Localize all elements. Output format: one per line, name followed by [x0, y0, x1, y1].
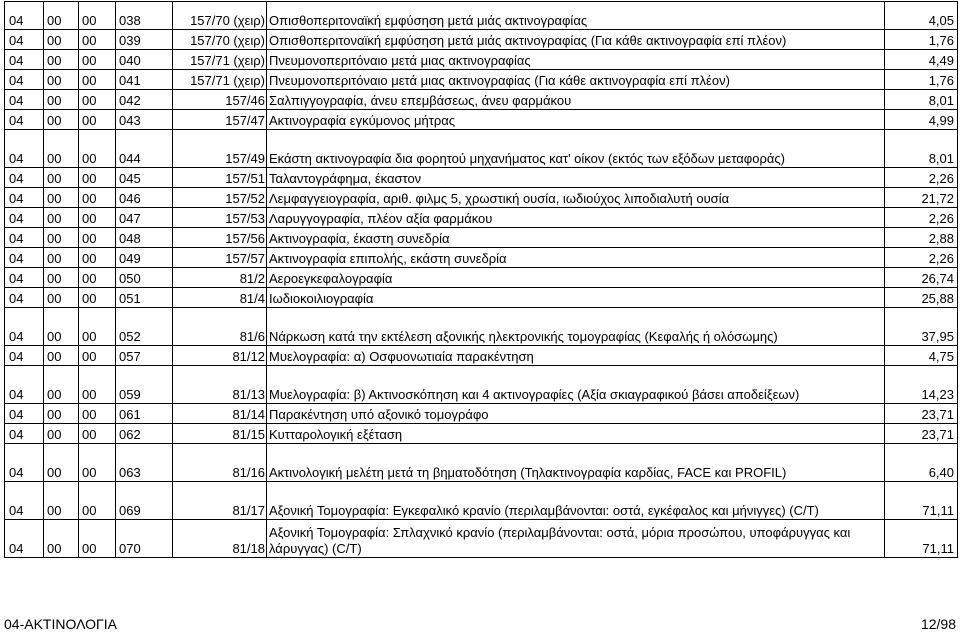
cell-col-4: 063 — [116, 444, 173, 482]
table-row — [5, 248, 958, 268]
table-row — [5, 110, 958, 130]
footer-section: 04-ΑΚΤΙΝΟΛΟΓΙΑ — [4, 616, 117, 632]
cell-col-3: 00 — [79, 168, 116, 188]
cell-col-4: 069 — [116, 482, 173, 520]
cell-description: Παρακέντηση υπό αξονικό τομογράφο — [267, 404, 885, 424]
cell-col-2: 00 — [44, 50, 79, 70]
cell-col-3: 00 — [79, 366, 116, 404]
table-row — [5, 268, 958, 288]
cell-col-1: 04 — [5, 248, 44, 268]
table-row — [5, 50, 958, 70]
cell-description: Ακτινογραφία, έκαστη συνεδρία — [267, 228, 885, 248]
cell-col-4: 061 — [116, 404, 173, 424]
cell-col-3: 00 — [79, 308, 116, 346]
cell-col-1: 04 — [5, 346, 44, 366]
cell-col-3: 00 — [79, 268, 116, 288]
cell-price: 25,88 — [885, 288, 958, 308]
table-row — [5, 404, 958, 424]
cell-col-1: 04 — [5, 228, 44, 248]
cell-description: Αεροεγκεφαλογραφία — [267, 268, 885, 288]
cell-col-3: 00 — [79, 424, 116, 444]
cell-description: Οπισθοπεριτοναϊκή εμφύσηση μετά μιάς ακτινογραφίας (Για κάθε ακτινογραφία επί πλέον) — [267, 30, 885, 50]
table-row — [5, 30, 958, 50]
cell-col-4: 048 — [116, 228, 173, 248]
cell-col-4: 043 — [116, 110, 173, 130]
cell-col-2: 00 — [44, 308, 79, 346]
cell-description: Λαρυγγογραφία, πλέον αξία φαρμάκου — [267, 208, 885, 228]
cell-price: 37,95 — [885, 308, 958, 346]
cell-col-3: 00 — [79, 404, 116, 424]
cell-description: Οπισθοπεριτοναϊκή εμφύσηση μετά μιάς ακτινογραφίας — [267, 2, 885, 30]
cell-col-3: 00 — [79, 346, 116, 366]
table-row — [5, 308, 958, 346]
cell-code: 81/17 — [173, 482, 267, 520]
table-row — [5, 444, 958, 482]
cell-col-2: 00 — [44, 228, 79, 248]
cell-code: 157/49 — [173, 130, 267, 168]
cell-col-2: 00 — [44, 110, 79, 130]
cell-col-1: 04 — [5, 30, 44, 50]
cell-col-2: 00 — [44, 520, 79, 558]
cell-col-3: 00 — [79, 30, 116, 50]
cell-price: 2,88 — [885, 228, 958, 248]
cell-code: 81/2 — [173, 268, 267, 288]
cell-col-3: 00 — [79, 2, 116, 30]
cell-col-2: 00 — [44, 208, 79, 228]
table-row — [5, 346, 958, 366]
cell-code: 157/56 — [173, 228, 267, 248]
cell-col-4: 047 — [116, 208, 173, 228]
cell-col-1: 04 — [5, 482, 44, 520]
cell-price: 8,01 — [885, 130, 958, 168]
cell-price: 14,23 — [885, 366, 958, 404]
cell-price: 1,76 — [885, 30, 958, 50]
cell-price: 4,05 — [885, 2, 958, 30]
cell-code: 81/4 — [173, 288, 267, 308]
cell-col-2: 00 — [44, 168, 79, 188]
cell-col-1: 04 — [5, 168, 44, 188]
cell-code: 81/14 — [173, 404, 267, 424]
cell-price: 26,74 — [885, 268, 958, 288]
cell-col-4: 045 — [116, 168, 173, 188]
cell-col-2: 00 — [44, 70, 79, 90]
table-row — [5, 90, 958, 110]
cell-description: Ιωδιοκοιλιογραφία — [267, 288, 885, 308]
cell-col-2: 00 — [44, 444, 79, 482]
cell-col-2: 00 — [44, 30, 79, 50]
cell-col-1: 04 — [5, 70, 44, 90]
cell-col-4: 039 — [116, 30, 173, 50]
cell-col-1: 04 — [5, 90, 44, 110]
cell-col-3: 00 — [79, 70, 116, 90]
cell-col-2: 00 — [44, 248, 79, 268]
cell-col-2: 00 — [44, 424, 79, 444]
page-footer — [4, 616, 956, 634]
cell-col-3: 00 — [79, 50, 116, 70]
cell-code: 157/47 — [173, 110, 267, 130]
cell-description: Μυελογραφία: α) Οσφυονωτιαία παρακέντηση — [267, 346, 885, 366]
table-row — [5, 188, 958, 208]
cell-col-4: 059 — [116, 366, 173, 404]
cell-col-3: 00 — [79, 482, 116, 520]
cell-col-4: 070 — [116, 520, 173, 558]
price-table — [4, 1, 958, 558]
table-row — [5, 520, 958, 558]
cell-col-4: 038 — [116, 2, 173, 30]
cell-col-4: 062 — [116, 424, 173, 444]
cell-code: 81/15 — [173, 424, 267, 444]
cell-col-1: 04 — [5, 288, 44, 308]
cell-col-3: 00 — [79, 130, 116, 168]
cell-col-1: 04 — [5, 188, 44, 208]
cell-price: 2,26 — [885, 168, 958, 188]
cell-description: Ακτινογραφία επιπολής, εκάστη συνεδρία — [267, 248, 885, 268]
cell-code: 157/53 — [173, 208, 267, 228]
cell-description: Νάρκωση κατά την εκτέλεση αξονικής ηλεκτρονικής τομογραφίας (Κεφαλής ή ολόσωμης) — [267, 308, 885, 346]
cell-code: 157/71 (χειρ) — [173, 50, 267, 70]
cell-description: Αξονική Τομογραφία: Σπλαχνικό κρανίο (περιλαμβάνονται: οστά, μόρια προσώπου, υποφάρυγγας και λάρυγγας) (C/T) — [267, 520, 885, 558]
cell-col-1: 04 — [5, 444, 44, 482]
cell-price: 1,76 — [885, 70, 958, 90]
cell-price: 4,99 — [885, 110, 958, 130]
cell-price: 23,71 — [885, 404, 958, 424]
cell-code: 157/70 (χειρ) — [173, 30, 267, 50]
cell-col-3: 00 — [79, 90, 116, 110]
cell-col-4: 057 — [116, 346, 173, 366]
cell-price: 71,11 — [885, 520, 958, 558]
cell-col-2: 00 — [44, 90, 79, 110]
cell-col-2: 00 — [44, 288, 79, 308]
cell-col-4: 040 — [116, 50, 173, 70]
cell-col-4: 049 — [116, 248, 173, 268]
table-row — [5, 168, 958, 188]
cell-price: 23,71 — [885, 424, 958, 444]
cell-code: 81/18 — [173, 520, 267, 558]
cell-code: 157/51 — [173, 168, 267, 188]
cell-code: 157/46 — [173, 90, 267, 110]
cell-col-4: 042 — [116, 90, 173, 110]
cell-col-4: 046 — [116, 188, 173, 208]
cell-col-3: 00 — [79, 228, 116, 248]
cell-description: Ακτινογραφία εγκύμονος μήτρας — [267, 110, 885, 130]
cell-col-2: 00 — [44, 366, 79, 404]
cell-col-1: 04 — [5, 366, 44, 404]
cell-price: 4,75 — [885, 346, 958, 366]
cell-description: Ακτινολογική μελέτη μετά τη βηματοδότηση (Τηλακτινογραφία καρδίας, FACE και PROFIL) — [267, 444, 885, 482]
cell-col-4: 044 — [116, 130, 173, 168]
cell-col-2: 00 — [44, 130, 79, 168]
cell-description: Πνευμονοπεριτόναιο μετά μιας ακτινογραφίας (Για κάθε ακτινογραφία επί πλέον) — [267, 70, 885, 90]
cell-description: Λεμφαγγειογραφία, αριθ. φιλμς 5, χρωστική ουσία, ιωδιούχος λιποδιαλυτή ουσία — [267, 188, 885, 208]
cell-price: 6,40 — [885, 444, 958, 482]
cell-code: 81/12 — [173, 346, 267, 366]
cell-col-3: 00 — [79, 520, 116, 558]
table-row — [5, 482, 958, 520]
cell-price: 21,72 — [885, 188, 958, 208]
cell-description: Εκάστη ακτινογραφία δια φορητού μηχανήματος κατ' οίκον (εκτός των εξόδων μεταφοράς) — [267, 130, 885, 168]
table-row — [5, 366, 958, 404]
cell-description: Σαλπιγγογραφία, άνευ επεμβάσεως, άνευ φαρμάκου — [267, 90, 885, 110]
cell-col-1: 04 — [5, 50, 44, 70]
cell-price: 4,49 — [885, 50, 958, 70]
table-row — [5, 228, 958, 248]
cell-col-2: 00 — [44, 346, 79, 366]
cell-price: 8,01 — [885, 90, 958, 110]
cell-code: 81/6 — [173, 308, 267, 346]
cell-col-2: 00 — [44, 188, 79, 208]
cell-col-1: 04 — [5, 110, 44, 130]
table-row — [5, 130, 958, 168]
cell-col-3: 00 — [79, 208, 116, 228]
cell-price: 71,11 — [885, 482, 958, 520]
cell-col-1: 04 — [5, 2, 44, 30]
cell-col-2: 00 — [44, 2, 79, 30]
cell-col-3: 00 — [79, 288, 116, 308]
table-row — [5, 424, 958, 444]
cell-col-1: 04 — [5, 208, 44, 228]
cell-col-4: 041 — [116, 70, 173, 90]
cell-col-4: 050 — [116, 268, 173, 288]
cell-col-1: 04 — [5, 520, 44, 558]
cell-code: 157/57 — [173, 248, 267, 268]
table-row — [5, 288, 958, 308]
cell-col-2: 00 — [44, 268, 79, 288]
table-row — [5, 208, 958, 228]
cell-col-2: 00 — [44, 404, 79, 424]
cell-col-1: 04 — [5, 424, 44, 444]
cell-col-1: 04 — [5, 404, 44, 424]
cell-code: 157/52 — [173, 188, 267, 208]
cell-description: Αξονική Τομογραφία: Εγκεφαλικό κρανίο (περιλαμβάνονται: οστά, εγκέφαλος και μήνιγγες) (C/T) — [267, 482, 885, 520]
cell-col-4: 051 — [116, 288, 173, 308]
cell-description: Ταλαντογράφημα, έκαστον — [267, 168, 885, 188]
cell-col-3: 00 — [79, 188, 116, 208]
cell-description: Πνευμονοπεριτόναιο μετά μιας ακτινογραφίας — [267, 50, 885, 70]
cell-col-3: 00 — [79, 444, 116, 482]
table-row — [5, 70, 958, 90]
cell-code: 81/13 — [173, 366, 267, 404]
cell-code: 157/70 (χειρ) — [173, 2, 267, 30]
cell-col-4: 052 — [116, 308, 173, 346]
cell-col-1: 04 — [5, 308, 44, 346]
table-row — [5, 2, 958, 30]
cell-price: 2,26 — [885, 208, 958, 228]
cell-code: 81/16 — [173, 444, 267, 482]
cell-col-3: 00 — [79, 110, 116, 130]
cell-col-1: 04 — [5, 268, 44, 288]
cell-col-1: 04 — [5, 130, 44, 168]
cell-description: Μυελογραφία: β) Ακτινοσκόπηση και 4 ακτινογραφίες (Αξία σκιαγραφικού βάσει αποδείξεων) — [267, 366, 885, 404]
cell-description: Κυτταρολογική εξέταση — [267, 424, 885, 444]
cell-price: 2,26 — [885, 248, 958, 268]
cell-code: 157/71 (χειρ) — [173, 70, 267, 90]
footer-page-number: 12/98 — [920, 616, 956, 632]
cell-col-3: 00 — [79, 248, 116, 268]
cell-col-2: 00 — [44, 482, 79, 520]
